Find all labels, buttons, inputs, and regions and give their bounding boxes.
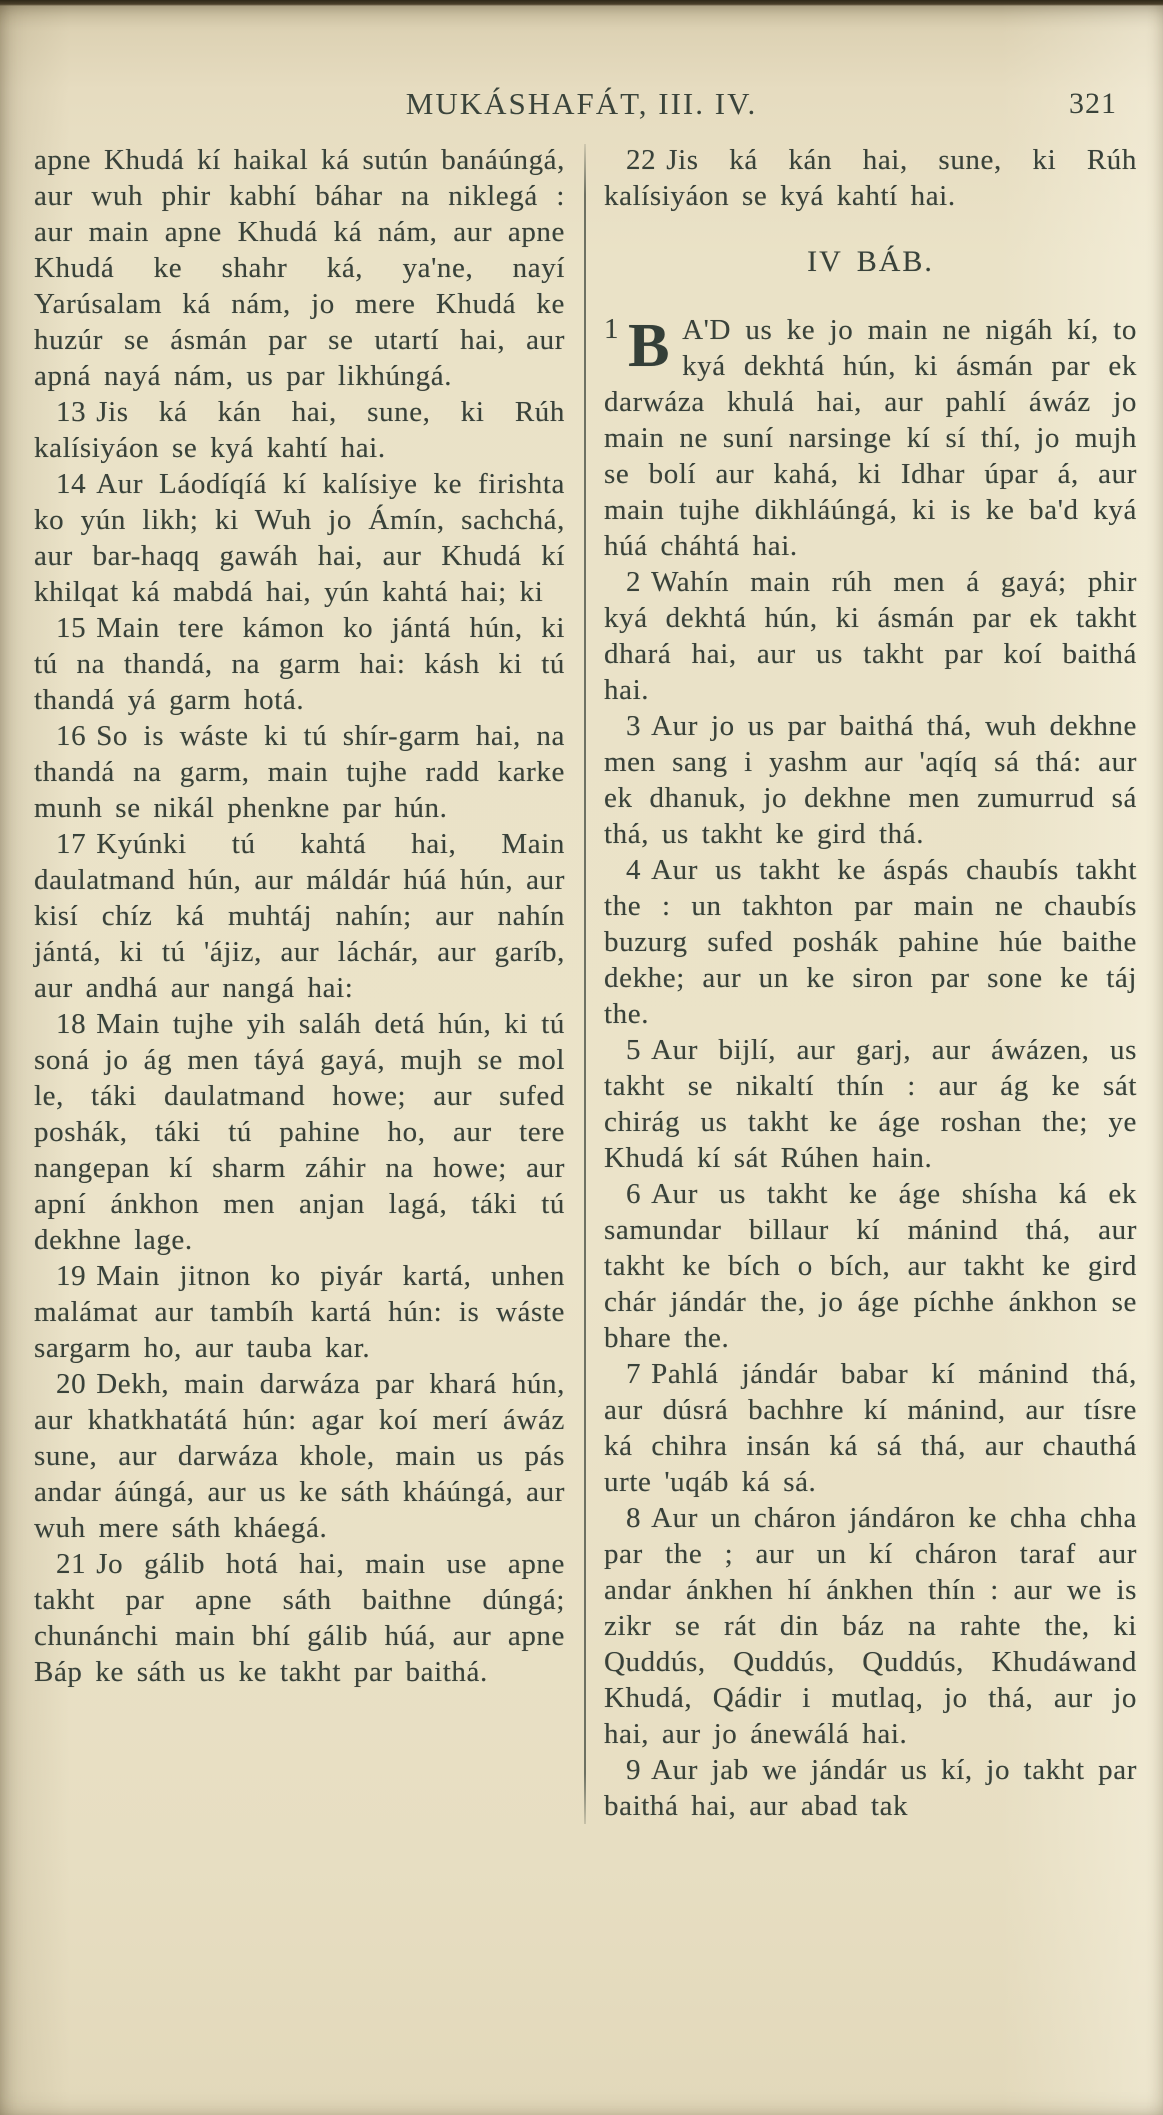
left-column bbox=[34, 142, 565, 1824]
verse-number: 20 bbox=[56, 1368, 87, 1400]
verse-paragraph-19 bbox=[34, 1258, 565, 1366]
verse-number: 13 bbox=[56, 396, 87, 428]
verse-text: Main jitnon ko piyár kartá, unhen malámat aur tambíh kartá hún: is wáste sargarm ho, aur tauba kar. bbox=[34, 1260, 565, 1364]
verse-paragraph-ch4-1 bbox=[604, 312, 1137, 564]
verse-paragraph-ch4-9 bbox=[604, 1752, 1137, 1824]
verse-number: 14 bbox=[56, 468, 87, 500]
verse-text: Jo gálib hotá hai, main use apne takht par apne sáth baithne dúngá; chunánchi main bhí gálib húá, aur apne Báp ke sáth us ke takht par baithá. bbox=[34, 1548, 565, 1688]
right-column bbox=[604, 142, 1137, 1824]
verse-text: Aur us takht ke áge shísha ká ek samundar billaur kí mánind thá, aur takht ke bích o bích, aur takht ke gird chár jándár the, jo áge píchhe ánkhon se bhare the. bbox=[604, 1178, 1137, 1354]
verse-paragraph-13 bbox=[34, 394, 565, 466]
verse-paragraph-ch4-6 bbox=[604, 1176, 1137, 1356]
verse-text: apne Khudá kí haikal ká sutún banáúngá, aur wuh phir kabhí báhar na niklegá : aur main apne Khudá ká nám, aur apne Khudá ke shahr ká, ya'ne, nayí Yarúsalam ká nám, jo mere Khudá ke huzúr se ásmán par se utartí hai, aur apná nayá nám, us par likhúngá. bbox=[34, 144, 565, 392]
verse-text: Kyúnki tú kahtá hai, Main daulatmand hún, aur máldár húá hún, aur kisí chíz ká muhtáj nahín; aur nahín jántá, ki tú 'ájiz, aur láchár, aur garíb, aur andhá aur nangá hai: bbox=[34, 828, 565, 1004]
verse-paragraph-18 bbox=[34, 1006, 565, 1258]
verse-paragraph-17 bbox=[34, 826, 565, 1006]
running-title: MUKÁSHAFÁT, III. IV. bbox=[405, 86, 758, 121]
verse-text: Aur us takht ke áspás chaubís takht the : un takhton par main ne chaubís buzurg sufed poshák pahine húe baithe dekhe; aur un ke siron par sone ke táj the. bbox=[604, 854, 1137, 1030]
verse-number: 5 bbox=[626, 1034, 642, 1066]
page-top-edge-shadow bbox=[0, 0, 1163, 6]
verse-text: Wahín main rúh men á gayá; phir kyá dekhtá hún, ki ásmán par ek takht dhará hai, aur us takht par koí baithá hai. bbox=[604, 566, 1137, 706]
verse-number: 15 bbox=[56, 612, 87, 644]
verse-paragraph-15 bbox=[34, 610, 565, 718]
verse-text: Aur jab we jándár us kí, jo takht par baithá hai, aur abad tak bbox=[604, 1754, 1137, 1822]
column-divider-rule bbox=[584, 144, 586, 1824]
verse-number: 9 bbox=[626, 1754, 642, 1786]
verse-paragraph-ch4-7 bbox=[604, 1356, 1137, 1500]
verse-text: Aur Láodíqíá kí kalísiye ke firishta ko yún likh; ki Wuh jo Ámín, sachchá, aur bar-haqq gawáh hai, aur Khudá kí khilqat ká mabdá hai, yún kahtá hai; ki bbox=[34, 468, 565, 608]
verse-number: 2 bbox=[626, 566, 642, 598]
chapter-heading: IV BÁB. bbox=[807, 245, 934, 278]
verse-paragraph-ch4-4 bbox=[604, 852, 1137, 1032]
verse-number: 17 bbox=[56, 828, 87, 860]
verse-text: Aur jo us par baithá thá, wuh dekhne men sang i yashm aur 'aqíq sá thá: aur ek dhanuk, jo dekhne men zumurrud sá thá, us takht ke gird thá. bbox=[604, 710, 1137, 850]
verse-paragraph-16 bbox=[34, 718, 565, 826]
verse-number: 7 bbox=[626, 1358, 642, 1390]
verse-text: Main tujhe yih saláh detá hún, ki tú soná jo ág men táyá gayá, mujh se mol le, táki daulatmand howe; aur sufed poshák, táki tú pahine ho, aur tere nangepan kí sharm záhir na howe; aur apní ánkhon men anjan lagá, táki tú dekhne lage. bbox=[34, 1008, 565, 1256]
verse-text: Jis ká kán hai, sune, ki Rúh kalísiyáon se kyá kahtí hai. bbox=[604, 144, 1137, 212]
verse-paragraph-21 bbox=[34, 1546, 565, 1690]
verse-number: 18 bbox=[56, 1008, 87, 1040]
verse-text: Main tere kámon ko jántá hún, ki tú na thandá, na garm hai: kásh ki tú thandá yá garm hotá. bbox=[34, 612, 565, 716]
verse-paragraph-20 bbox=[34, 1366, 565, 1546]
verse-number: 21 bbox=[56, 1548, 87, 1580]
verse-paragraph-ch4-8 bbox=[604, 1500, 1137, 1752]
verse-text: Pahlá jándár babar kí mánind thá, aur dúsrá bachhre kí mánind, aur tísre ká chihra insán ká sá thá, aur chauthá urte 'uqáb ká sá. bbox=[604, 1358, 1137, 1498]
page-header bbox=[0, 0, 1163, 124]
verse-paragraph-ch4-5 bbox=[604, 1032, 1137, 1176]
verse-paragraph-22 bbox=[604, 142, 1137, 214]
verse-number: 16 bbox=[56, 720, 87, 752]
verse-paragraph-ch4-2 bbox=[604, 564, 1137, 708]
verse-number: 3 bbox=[626, 710, 642, 742]
verse-number: 19 bbox=[56, 1260, 87, 1292]
verse-text: Jis ká kán hai, sune, ki Rúh kalísiyáon se kyá kahtí hai. bbox=[34, 396, 565, 464]
verse-paragraph-continuation bbox=[34, 142, 565, 394]
verse-paragraph-ch4-3 bbox=[604, 708, 1137, 852]
verse-text: Aur bijlí, aur garj, aur áwázen, us takht se nikaltí thín : aur ág ke sát chirág us takht ke áge roshan the; ye Khudá kí sát Rúhen hain. bbox=[604, 1034, 1137, 1174]
page-number: 321 bbox=[1069, 87, 1117, 120]
verse-number: 6 bbox=[626, 1178, 642, 1210]
verse-text: Aur un cháron jándáron ke chha chha par the ; aur un kí cháron taraf aur andar ánkhen hí ánkhen thín : aur we is zikr se rát din báz na rahte the, ki Quddús, Quddús, Quddús, Khudáwand Khudá, Qádir i mutlaq, jo thá, aur jo hai, aur jo ánewálá hai. bbox=[604, 1502, 1137, 1750]
verse-number: 8 bbox=[626, 1502, 642, 1534]
drop-cap-letter: B bbox=[628, 312, 671, 380]
verse-number: 1 bbox=[604, 313, 620, 345]
verse-paragraph-14 bbox=[34, 466, 565, 610]
text-columns bbox=[34, 142, 1137, 1824]
verse-number: 4 bbox=[626, 854, 642, 886]
verse-text: A'D us ke jo main ne nigáh kí, to kyá dekhtá hún, ki ásmán par ek darwáza khulá hai, aur pahlí áwáz jo main ne suní narsinge kí sí thí, jo mujh se bolí aur kahá, ki Idhar úpar á, aur main tujhe dikhláúngá, ki is ke ba'd kyá húá cháhtá hai. bbox=[604, 314, 1137, 562]
verse-number: 22 bbox=[626, 144, 657, 176]
verse-text: Dekh, main darwáza par khará hún, aur khatkhatátá hún: agar koí merí áwáz sune, aur darwáza khole, main us pás andar áúngá, aur us ke sáth kháúngá, aur wuh mere sáth kháegá. bbox=[34, 1368, 565, 1544]
verse-text: So is wáste ki tú shír-garm hai, na thandá na garm, main tujhe radd karke munh se nikál phenkne par hún. bbox=[34, 720, 565, 824]
